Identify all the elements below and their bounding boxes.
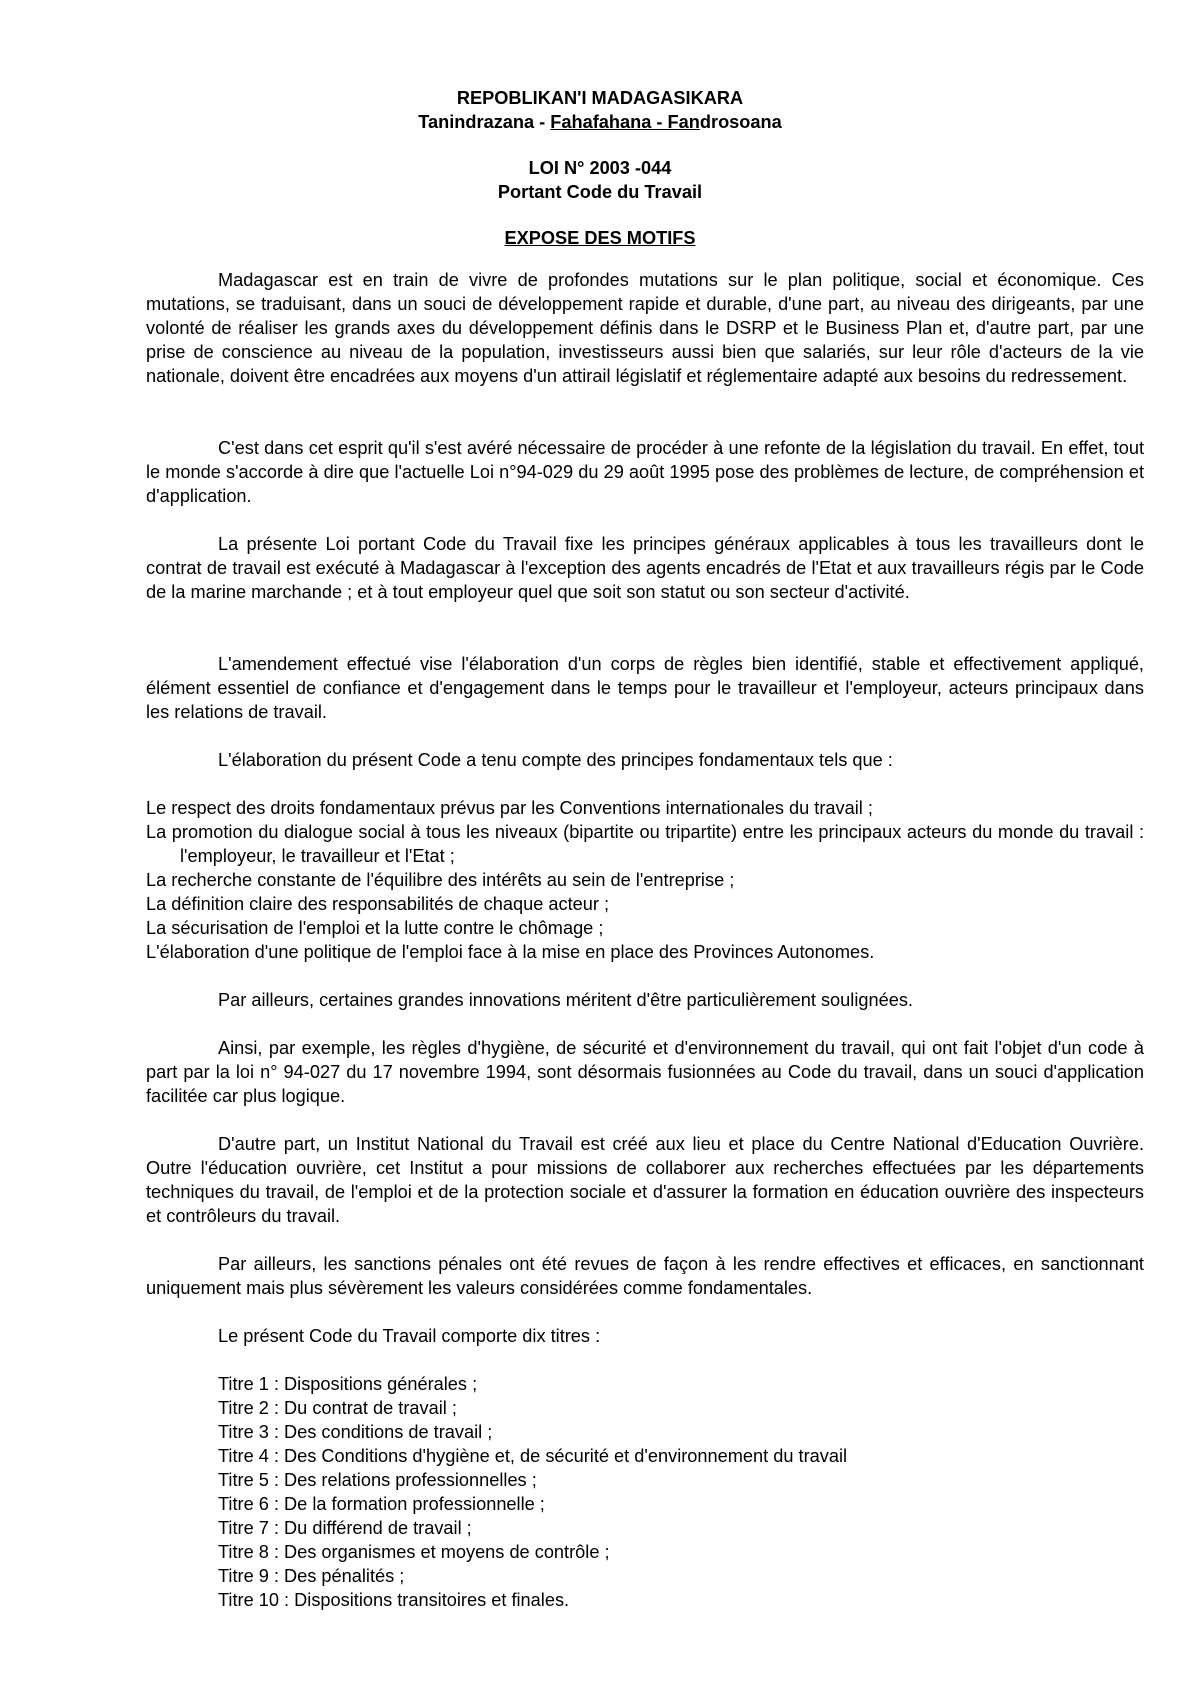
paragraph-sanctions: Par ailleurs, les sanctions pénales ont été revues de façon à les rendre effectives et efficaces, en sanctionnant uniquement mais plus sévèrement les valeurs considérées comme fondamentales. (146, 1254, 1144, 1298)
list-item: Titre 3 : Des conditions de travail ; (218, 1422, 493, 1442)
paragraph-refonte: C'est dans cet esprit qu'il s'est avéré nécessaire de procéder à une refonte de la législation du travail. En effet, tout le monde s'accorde à dire que l'actuelle Loi n°94-029 du 29 août 1995 pose des problèmes de lecture, de compréhension et d'application. (146, 438, 1144, 506)
motto-part-1: Tanindrazana - (418, 112, 551, 132)
list-item: Titre 5 : Des relations professionnelles ; (218, 1470, 537, 1490)
country-heading: REPOBLIKAN'I MADAGASIKARA (456, 88, 744, 108)
list-item: La promotion du dialogue social à tous les niveaux (bipartite ou tripartite) entre les principaux acteurs du monde du travail : l'employeur, le travailleur et l'Etat ; (146, 822, 1144, 866)
list-item: La définition claire des responsabilités de chaque acteur ; (146, 894, 610, 914)
paragraph-hygiene: Ainsi, par exemple, les règles d'hygiène, de sécurité et d'environnement du travail, qui ont fait l'objet d'un code à part par la loi n° 94-027 du 17 novembre 1994, sont désormais fusionnées au Code du travail, dans un souci d'application facilitée car plus logique. (146, 1038, 1144, 1106)
paragraph-dix-titres: Le présent Code du Travail comporte dix titres : (218, 1326, 601, 1346)
list-item: Titre 1 : Dispositions générales ; (218, 1374, 478, 1394)
paragraph-intro: Madagascar est en train de vivre de profondes mutations sur le plan politique, social et économique. Ces mutations, se traduisant, dans un souci de développement rapide et durable, d'une part, au niveau des dirigeants, par une volonté de réaliser les grands axes du développement définis dans le DSRP et le Business Plan et, d'autre part, par une prise de conscience au niveau de la population, investisseurs aussi bien que salariés, sur leur rôle d'acteurs de la vie nationale, doivent être encadrées aux moyens d'un attirail législatif et réglementaire adapté aux besoins du redressement. (146, 270, 1144, 386)
law-subject: Portant Code du Travail (497, 182, 703, 202)
list-item: Titre 6 : De la formation professionnelle ; (218, 1494, 545, 1514)
list-item: Titre 10 : Dispositions transitoires et finales. (218, 1590, 570, 1610)
paragraph-champ-application: La présente Loi portant Code du Travail fixe les principes généraux applicables à tous les travailleurs dont le contrat de travail est exécuté à Madagascar à l'exception des agents encadrés de l'Etat et aux travailleurs régis par le Code de la marine marchande ; et à tout employeur quel que soit son statut ou son secteur d'activité. (146, 534, 1144, 602)
paragraph-principes-intro: L'élaboration du présent Code a tenu compte des principes fondamentaux tels que : (218, 750, 893, 770)
list-item: L'élaboration d'une politique de l'emploi face à la mise en place des Provinces Autonomes. (146, 942, 875, 962)
motto-part-3: drosoana (699, 112, 782, 132)
law-number: LOI N° 2003 -044 (528, 158, 672, 178)
paragraph-amendement: L'amendement effectué vise l'élaboration d'un corps de règles bien identifié, stable et effectivement appliqué, élément essentiel de confiance et d'engagement dans le temps pour le travailleur et l'employeur, acteurs principaux dans les relations de travail. (146, 654, 1144, 722)
list-item: Titre 8 : Des organismes et moyens de contrôle ; (218, 1542, 610, 1562)
list-item: Titre 4 : Des Conditions d'hygiène et, de sécurité et d'environnement du travail (218, 1446, 848, 1466)
list-item: Titre 2 : Du contrat de travail ; (218, 1398, 457, 1418)
section-title: EXPOSE DES MOTIFS (504, 228, 696, 248)
list-item: Titre 7 : Du différend de travail ; (218, 1518, 472, 1538)
list-item: La recherche constante de l'équilibre des intérêts au sein de l'entreprise ; (146, 870, 735, 890)
paragraph-institut: D'autre part, un Institut National du Travail est créé aux lieu et place du Centre National d'Education Ouvrière. Outre l'éducation ouvrière, cet Institut a pour missions de collaborer aux recherches effectuées par les départements techniques du travail, de l'emploi et de la protection sociale et d'assurer la formation en éducation ouvrière des inspecteurs et contrôleurs du travail. (146, 1134, 1144, 1226)
titres-list (218, 1372, 1118, 1612)
paragraph-innovations: Par ailleurs, certaines grandes innovations méritent d'être particulièrement soulignées. (218, 990, 913, 1010)
list-item: Titre 9 : Des pénalités ; (218, 1566, 405, 1586)
list-item: La sécurisation de l'emploi et la lutte contre le chômage ; (146, 918, 604, 938)
national-motto (0, 110, 1200, 134)
list-item: Le respect des droits fondamentaux prévus par les Conventions internationales du travail ; (146, 798, 873, 818)
principles-list (146, 796, 1144, 964)
motto-part-2: Fahafahana - Fan (550, 112, 700, 132)
